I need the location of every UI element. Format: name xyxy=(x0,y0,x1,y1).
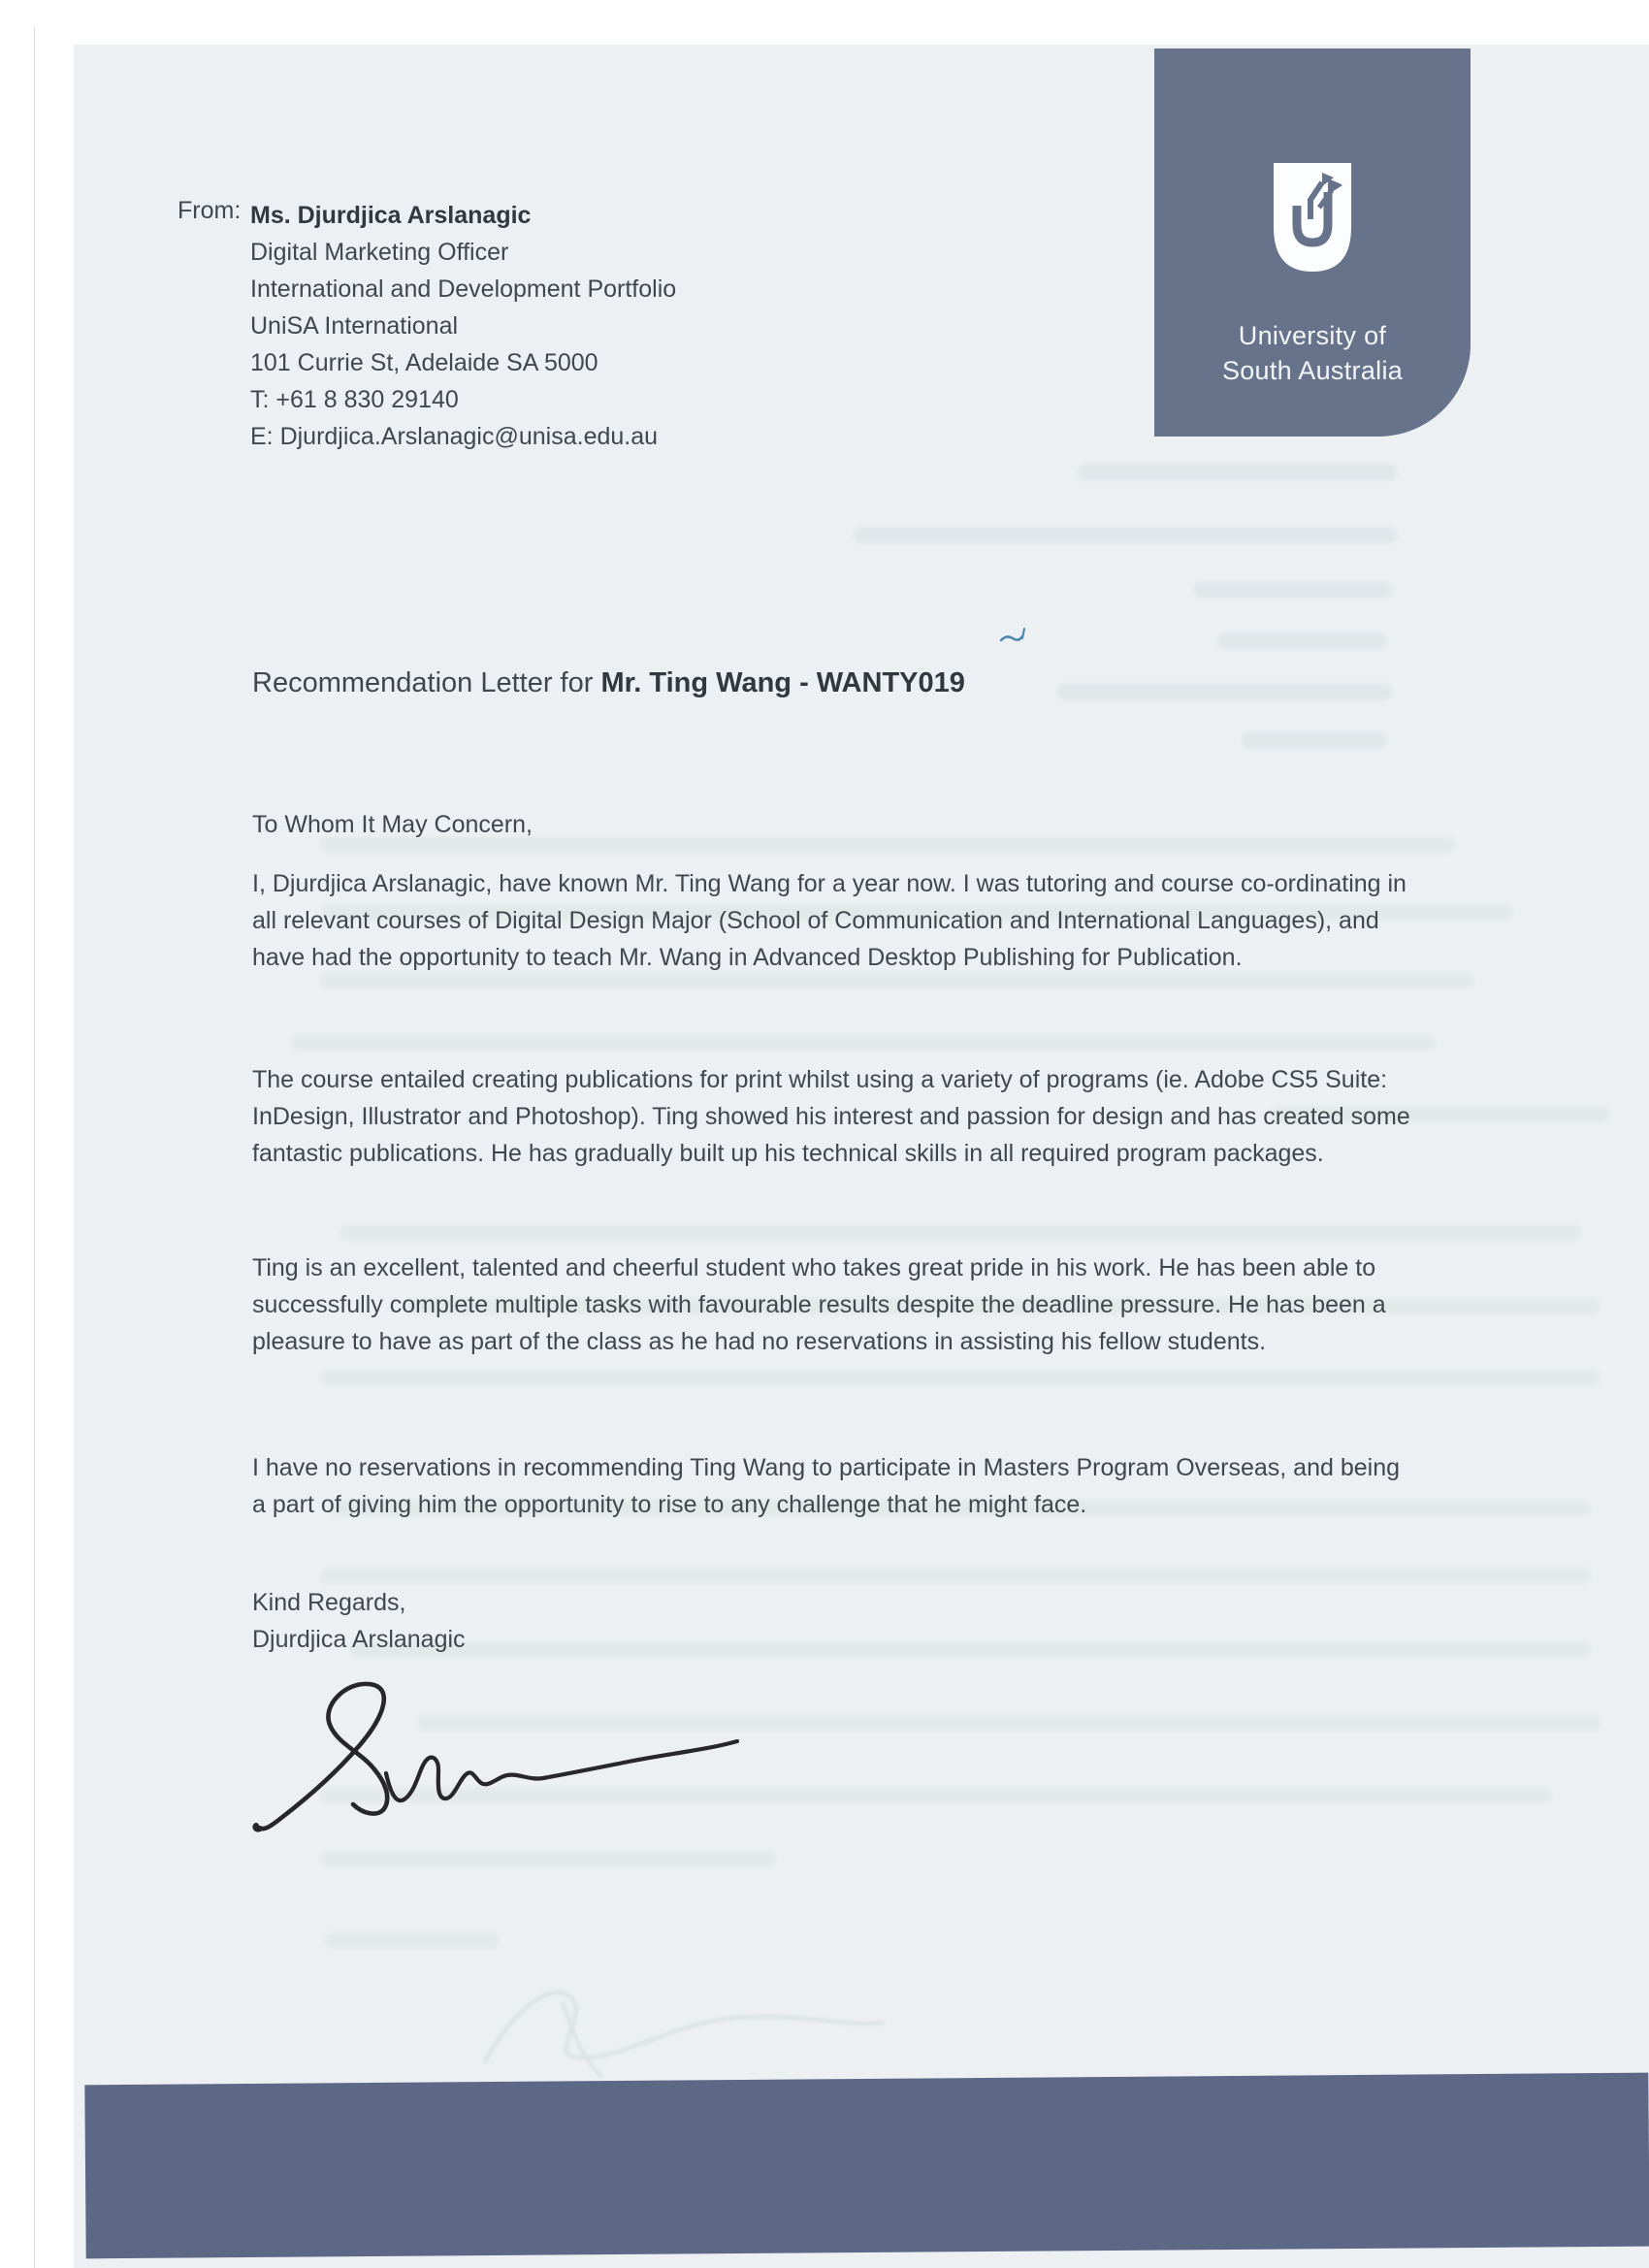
university-name xyxy=(1154,318,1471,388)
from-label: From: xyxy=(178,197,242,224)
closing-phrase: Kind Regards, xyxy=(252,1589,406,1616)
subject-prefix: Recommendation Letter for xyxy=(252,667,601,698)
page-edge-shadow xyxy=(34,27,35,2268)
paragraph-2: The course entailed creating publications for print whilst using a variety of programs (ie. Adobe CS5 Suite: InDesign, Illustrator and Photoshop). Ting showed his interest and passion for design and has created some fantastic publications. He has gradually built up his technical skills in all required program packages. xyxy=(252,1066,1410,1167)
handwritten-signature xyxy=(239,1661,762,1860)
sender-name: Ms. Djurdjica Arslanagic xyxy=(250,202,532,229)
closing-signature-name: Djurdjica Arslanagic xyxy=(252,1626,466,1653)
sender-block xyxy=(250,197,676,455)
subject-line xyxy=(252,667,965,699)
paragraph-4: I have no reservations in recommending Ting Wang to participate in Masters Program Overseas, and being a part of giving him the opportunity to rise to any challenge that he might face. xyxy=(252,1454,1400,1518)
university-name-line2: South Australia xyxy=(1221,356,1404,385)
sender-phone: T: +61 8 830 29140 xyxy=(250,386,459,413)
bleedthrough-line xyxy=(1193,582,1392,599)
bleedthrough-line xyxy=(320,1370,1600,1386)
footer-band xyxy=(84,2073,1649,2259)
sender-email: E: Djurdjica.Arslanagic@unisa.edu.au xyxy=(250,423,659,450)
bleedthrough-line xyxy=(320,1568,1591,1584)
sender-department: UniSA International xyxy=(250,312,459,340)
salutation: To Whom It May Concern, xyxy=(252,811,533,838)
bleedthrough-line xyxy=(291,1034,1436,1051)
sender-address: 101 Currie St, Adelaide SA 5000 xyxy=(250,349,598,376)
university-header-block xyxy=(1154,49,1471,437)
university-name-line1: University of xyxy=(1238,321,1387,350)
unisa-shield-logo-icon xyxy=(1274,163,1351,272)
bleedthrough-line xyxy=(325,1932,500,1949)
bleedthrough-line xyxy=(1077,464,1397,480)
bleedthrough-signature xyxy=(427,1969,970,2086)
bleedthrough-line xyxy=(854,527,1397,543)
pen-mark xyxy=(997,621,1032,650)
bleedthrough-line xyxy=(1242,732,1387,749)
subject-student-name: Mr. Ting Wang - WANTY019 xyxy=(600,667,965,698)
bleedthrough-line xyxy=(1217,632,1387,649)
sender-portfolio: International and Development Portfolio xyxy=(250,275,677,303)
bleedthrough-line xyxy=(340,1224,1581,1241)
bleedthrough-line xyxy=(349,1641,1591,1658)
paragraph-1: I, Djurdjica Arslanagic, have known Mr. Ting Wang for a year now. I was tutoring and course co-ordinating in all relevant courses of Digital Design Major (School of Communication and International Languages), and have had the opportunity to teach Mr. Wang in Advanced Desktop Publishing for Publication. xyxy=(252,870,1406,971)
paragraph-3: Ting is an excellent, talented and cheerful student who takes great pride in his work. He has been able to successfully complete multiple tasks with favourable results despite the deadline pressure. He has been a pleasure to have as part of the class as he had no reservations in assisting his fellow students. xyxy=(252,1254,1386,1355)
bleedthrough-line xyxy=(1057,684,1392,700)
sender-title: Digital Marketing Officer xyxy=(250,239,509,266)
